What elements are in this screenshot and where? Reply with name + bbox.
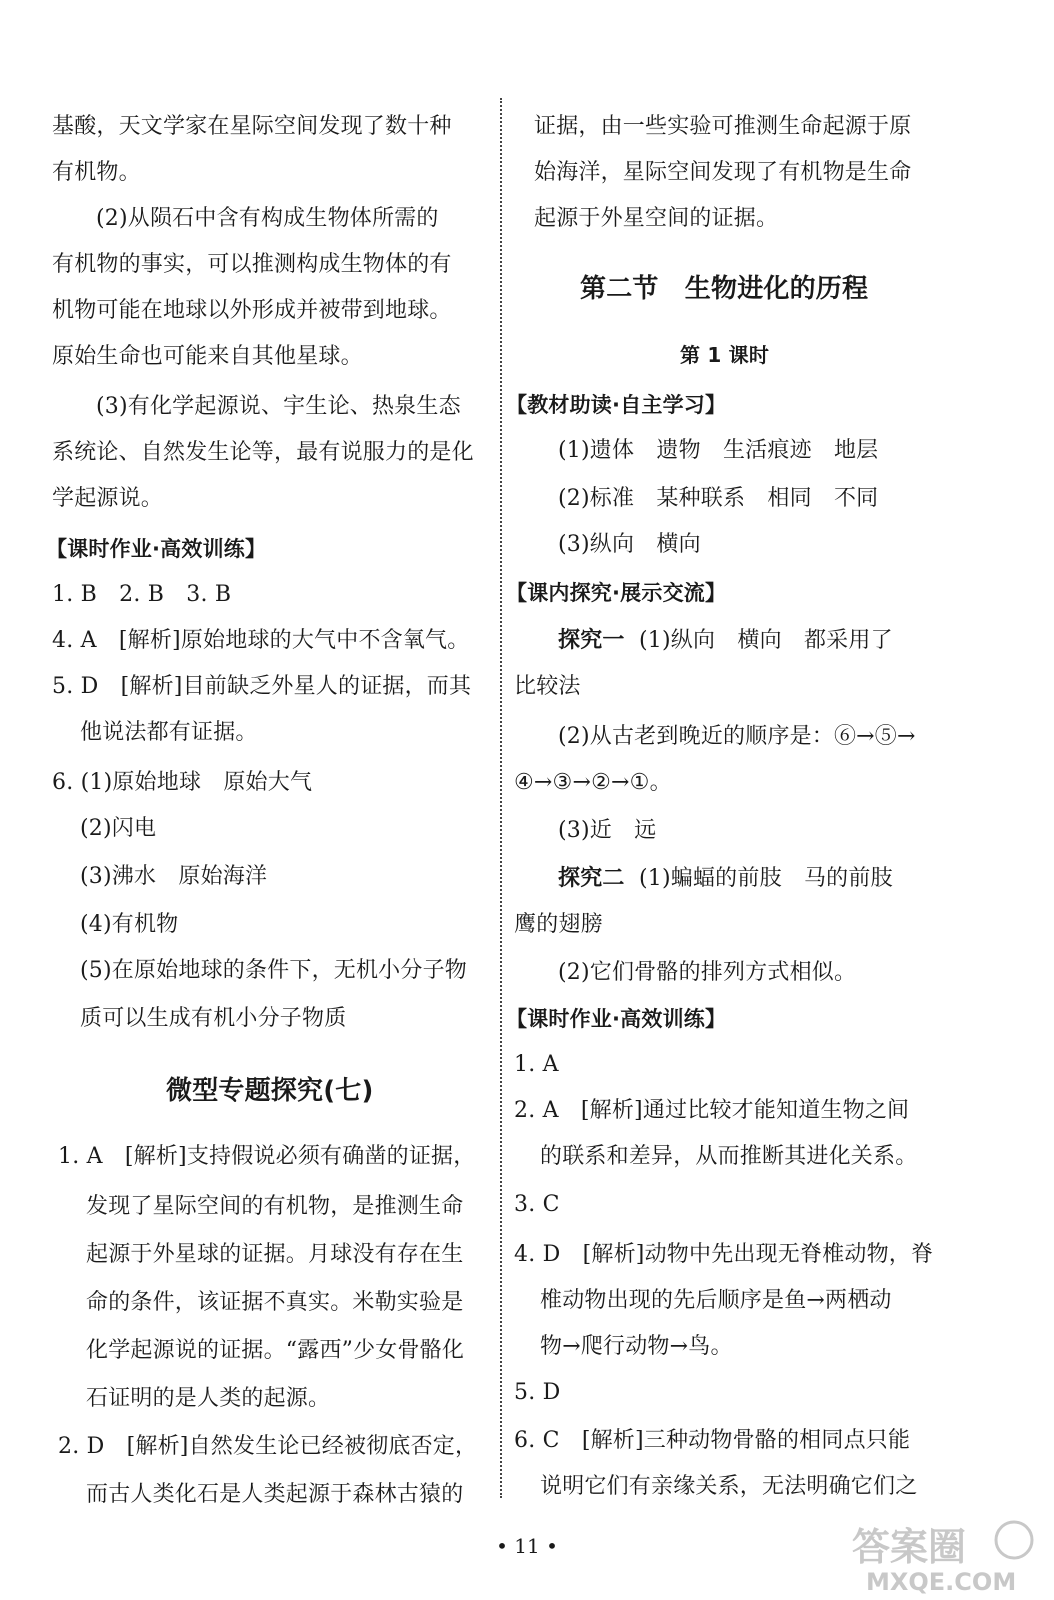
answer-line: 化学起源说的证据。“露西”少女骨骼化 [86, 1338, 465, 1363]
text-line: (2)从陨石中含有构成生物体所需的 [96, 206, 439, 231]
text-line: 基酸，天文学家在星际空间发现了数十种 [52, 114, 452, 139]
section-header: 【课内探究·展示交流】 [506, 581, 727, 605]
text-line: 学起源说。 [52, 486, 164, 511]
explore-label: 探究一 [558, 628, 625, 653]
answer-line: 物→爬行动物→鸟。 [540, 1334, 733, 1359]
section-header: 【课时作业·高效训练】 [506, 1007, 727, 1031]
column-divider [500, 98, 502, 1498]
answer-line: (4)有机物 [80, 912, 179, 937]
text-line: 有机物的事实，可以推测构成生物体的有 [52, 252, 452, 277]
answer-line: 3. C [514, 1192, 560, 1217]
answer-line: (2)闪电 [80, 816, 157, 841]
answer-line: (2)从古老到晚近的顺序是：⑥→⑤→ [558, 724, 916, 749]
answer-line: 发现了星际空间的有机物，是推测生命 [86, 1194, 464, 1219]
page-number: • 11 • [496, 1534, 558, 1558]
answer-line: 5. D [514, 1380, 561, 1405]
answer-line: (3)沸水 原始海洋 [80, 864, 268, 889]
text-line: 证据，由一些实验可推测生命起源于原 [534, 114, 912, 139]
answer-line: 起源于外星球的证据。月球没有存在生 [86, 1242, 464, 1267]
text-line: 有机物。 [52, 160, 141, 185]
text-line: 原始生命也可能来自其他星球。 [52, 344, 363, 369]
answer-line: 2. A [解析]通过比较才能知道生物之间 [514, 1098, 910, 1123]
answer-line: 比较法 [514, 674, 581, 699]
answer-line: 6. (1)原始地球 原始大气 [52, 770, 313, 795]
answer-line: ④→③→②→①。 [514, 770, 672, 795]
answer-line: 石证明的是人类的起源。 [86, 1386, 331, 1411]
answer-line: 5. D [解析]目前缺乏外星人的证据，而其 [52, 674, 472, 699]
explore-label: 探究二 [558, 866, 625, 891]
answer-line: 命的条件，该证据不真实。米勒实验是 [86, 1290, 464, 1315]
text-line: 始海洋，星际空间发现了有机物是生命 [534, 160, 912, 185]
answer-line: (5)在原始地球的条件下，无机小分子物 [80, 958, 467, 983]
watermark-seal [996, 1522, 1032, 1558]
answer-line: 说明它们有亲缘关系，无法明确它们之 [540, 1474, 918, 1499]
answer-line: 他说法都有证据。 [80, 720, 258, 745]
answer-line: (1)遗体 遗物 生活痕迹 地层 [558, 438, 879, 463]
text-line: (3)有化学起源说、宇生论、热泉生态 [96, 394, 461, 419]
section-header: 【教材助读·自主学习】 [506, 393, 727, 417]
answer-line: 6. C [解析]三种动物骨骼的相同点只能 [514, 1428, 911, 1453]
answer-line: 1. A [解析]支持假说必须有确凿的证据， [58, 1144, 476, 1169]
answer-line: 质可以生成有机小分子物质 [80, 1006, 347, 1031]
text-line: 系统论、自然发生论等，最有说服力的是化 [52, 440, 474, 465]
answer-line: 鹰的翅膀 [514, 912, 603, 937]
topic-title: 微型专题探究(七) [166, 1076, 374, 1106]
explore-one [558, 626, 893, 656]
lesson-title: 第 1 课时 [680, 343, 770, 367]
answer-line: (2)标准 某种联系 相同 不同 [558, 486, 879, 511]
answer-line: (3)纵向 横向 [558, 532, 701, 557]
answer-line: 1. B 2. B 3. B [52, 582, 232, 607]
answer-line: 4. D [解析]动物中先出现无脊椎动物，脊 [514, 1242, 934, 1267]
answer-line: 而古人类化石是人类起源于森林古猿的 [86, 1482, 464, 1507]
text-line: 起源于外星空间的证据。 [534, 206, 779, 231]
watermark-logo [846, 1518, 1046, 1594]
section-title: 第二节 生物进化的历程 [580, 274, 869, 304]
answer-line: 4. A [解析]原始地球的大气中不含氧气。 [52, 628, 470, 653]
section-header: 【课时作业·高效训练】 [46, 537, 267, 561]
text-line: 机物可能在地球以外形成并被带到地球。 [52, 298, 452, 323]
explore-text: (1)蝙蝠的前肢 马的前肢 [639, 866, 893, 891]
answer-line: 1. A [514, 1052, 559, 1077]
watermark-url: MXQE.COM [866, 1568, 1017, 1594]
answer-line: 2. D [解析]自然发生论已经被彻底否定， [58, 1434, 478, 1459]
answer-line: 的联系和差异，从而推断其进化关系。 [540, 1144, 918, 1169]
explore-two [558, 864, 893, 894]
explore-text: (1)纵向 横向 都采用了 [639, 628, 893, 653]
watermark-text: 答案圈 [852, 1525, 967, 1569]
answer-line: (2)它们骨骼的排列方式相似。 [558, 960, 857, 985]
answer-line: (3)近 远 [558, 818, 657, 843]
answer-line: 椎动物出现的先后顺序是鱼→两栖动 [540, 1288, 892, 1313]
